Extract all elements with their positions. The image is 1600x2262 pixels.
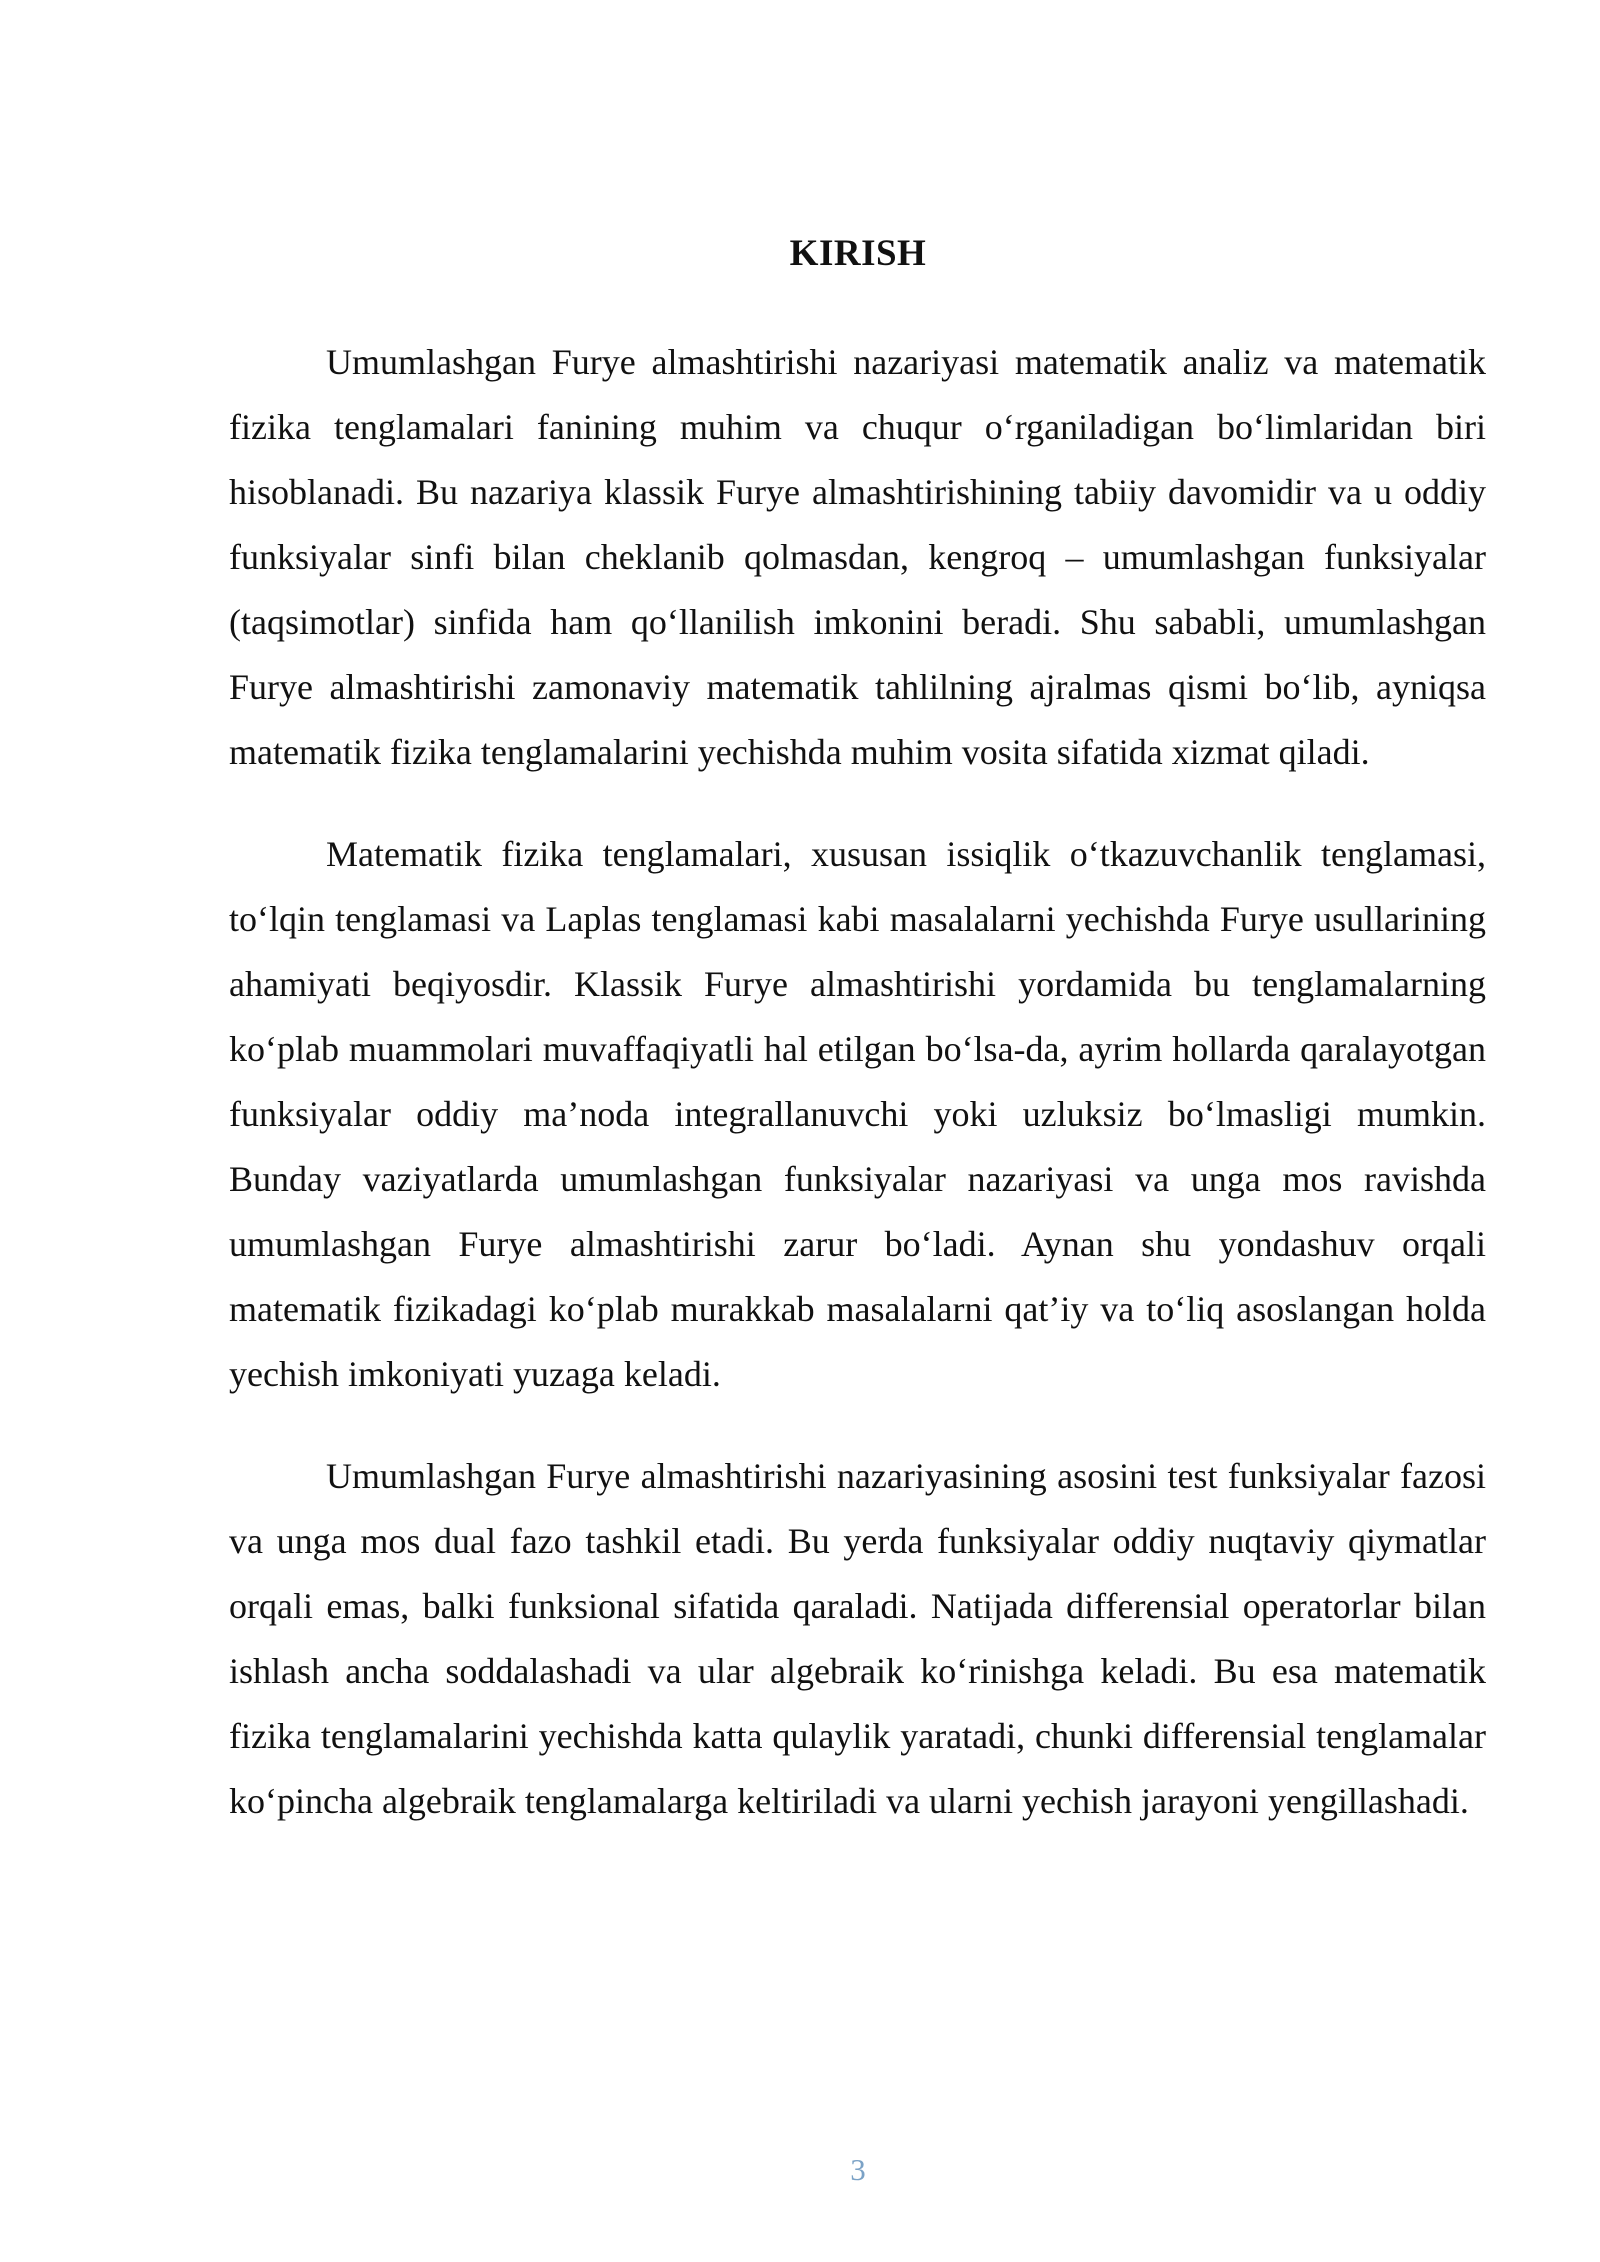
body-text	[229, 330, 1486, 1871]
paragraph-1: Umumlashgan Furye almashtirishi nazariyasi matematik analiz va matematik fizika tenglamalari fanining muhim va chuqur o‘rganiladigan bo‘limlaridan biri hisoblanadi. Bu nazariya klassik Furye almashtirishining tabiiy davomidir va u oddiy funksiyalar sinfi bilan cheklanib qolmasdan, kengroq – umumlashgan funksiyalar (taqsimotlar) sinfida ham qo‘llanilish imkonini beradi. Shu sababli, umumlashgan Furye almashtirishi zamonaviy matematik tahlilning ajralmas qismi bo‘lib, ayniqsa matematik fizika tenglamalarini yechishda muhim vosita sifatida xizmat qiladi.	[229, 342, 1486, 772]
section-heading: KIRISH	[789, 233, 927, 274]
page-number: 3	[850, 2152, 866, 2187]
paragraph-3: Umumlashgan Furye almashtirishi nazariyasining asosini test funksiyalar fazosi va unga mos dual fazo tashkil etadi. Bu yerda funksiyalar oddiy nuqtaviy qiymatlar orqali emas, balki funksional sifatida qaraladi. Natijada differensial operatorlar bilan ishlash ancha soddalashadi va ular algebraik ko‘rinishga keladi. Bu esa matematik fizika tenglamalarini yechishda katta qulaylik yaratadi, chunki differensial tenglamalar ko‘pincha algebraik tenglamalarga keltiriladi va ularni yechish jarayoni yengillashadi.	[229, 1456, 1486, 1821]
paragraph-2: Matematik fizika tenglamalari, xususan issiqlik o‘tkazuvchanlik tenglamasi, to‘lqin tenglamasi va Laplas tenglamasi kabi masalalarni yechishda Furye usullarining ahamiyati beqiyosdir. Klassik Furye almashtirishi yordamida bu tenglamalarning ko‘plab muammolari muvaffaqiyatli hal etilgan bo‘lsa-da, ayrim hollarda qaralayotgan funksiyalar oddiy ma’noda integrallanuvchi yoki uzluksiz bo‘lmasligi mumkin. Bunday vaziyatlarda umumlashgan funksiyalar nazariyasi va unga mos ravishda umumlashgan Furye almashtirishi zarur bo‘ladi. Aynan shu yondashuv orqali matematik fizikadagi ko‘plab murakkab masalalarni qat’iy va to‘liq asoslangan holda yechish imkoniyati yuzaga keladi.	[229, 834, 1486, 1394]
